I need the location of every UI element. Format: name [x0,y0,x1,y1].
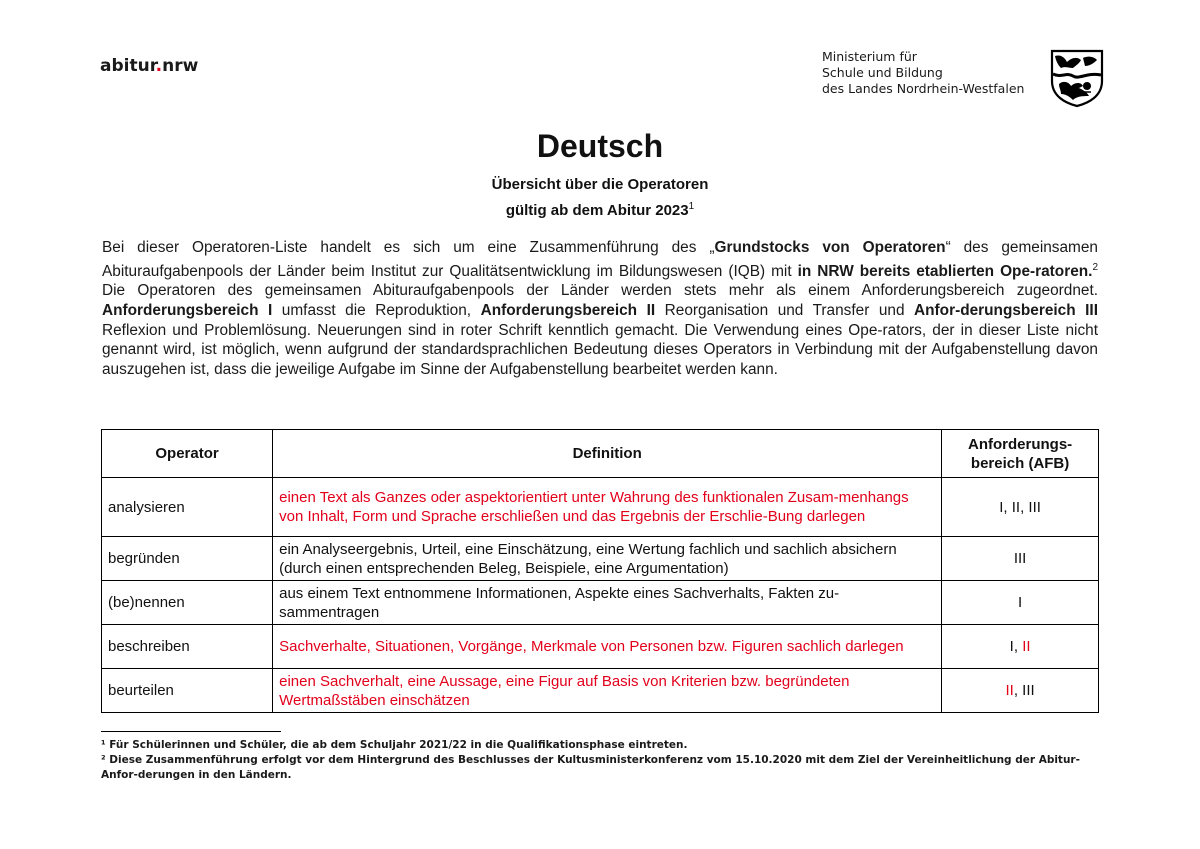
header-afb-line-2: bereich (AFB) [970,454,1070,472]
operator-cell: begründen [102,537,273,581]
footnote-ref-1: 1 [688,201,695,212]
nrw-crest-icon [1049,48,1105,108]
afb-black: I, [1009,638,1023,655]
logo-dot: . [155,56,163,76]
intro-bold-grundstock: Grundstocks von Operatoren [714,239,946,256]
definition-cell: Sachverhalte, Situationen, Vorgänge, Merkmale von Personen bzw. Figuren sachlich darlegen [273,625,942,669]
intro-bold-nrw: in NRW bereits etablierten Ope-ratoren. [797,262,1093,280]
footnotes [101,738,1099,783]
footnote-ref-2: 2 [1092,261,1098,273]
definition-cell: aus einem Text entnommene Informationen, Aspekte eines Sachverhalts, Fakten zu-sammentragen [273,581,942,625]
logo-name: abitur [100,56,156,76]
afb-black: , III [1013,682,1035,699]
intro-text-6: Reflexion und Problemlösung. Neuerungen sind in roter Schrift kenntlich gemacht. Die Verwendung eines Ope-rators, der in dieser Liste nicht genannt wird, ist möglich, wenn aufgrund der standardsprachlichen Bedeutung dieses Operators in Verbindung mit der Aufgabenstellung davon auszugehen ist, dass die jeweilige Aufgabe im Sinne der Aufgabenstellung bearbeitet werden kann. [102,321,1098,378]
validity-subtitle [0,201,1200,219]
intro-text-4: umfasst die Reproduktion, [272,301,481,319]
table-row [102,478,1099,537]
operator-cell: analysieren [102,478,273,537]
intro-text-1: Bei dieser Operatoren-Liste handelt es sich um eine Zusammenführung des „ [102,239,715,256]
table-row [102,537,1099,581]
operator-cell: beurteilen [102,669,273,713]
intro-paragraph [102,238,1098,379]
footnote-divider [101,731,281,732]
ministry-line-3: des Landes Nordrhein-Westfalen [822,81,1025,96]
afb-red: II [1022,638,1031,655]
afb-cell: III [942,537,1099,581]
intro-bold-afb2: Anforderungsbereich II [480,301,656,319]
header-afb-line-1: Anforderungs- [968,435,1073,453]
header-operator: Operator [102,430,273,478]
validity-text: gültig ab dem Abitur 2023 [505,202,689,219]
definition-cell: einen Sachverhalt, eine Aussage, eine Figur auf Basis von Kriterien bzw. begründeten Wertmaßstäben einschätzen [273,669,942,713]
footnote-1: ¹ Für Schülerinnen und Schüler, die ab dem Schuljahr 2021/22 in die Qualifikationsphase eintreten. [101,739,688,751]
footnote-2: ² Diese Zusammenführung erfolgt vor dem Hintergrund des Beschlusses der Kultusministerkonferenz vom 15.10.2020 mit dem Ziel der Vereinheitlichung der Abitur-Anfor-derungen in den Ländern. [101,754,1080,781]
afb-cell [942,669,1099,713]
table-row [102,669,1099,713]
logo-suffix: nrw [162,56,199,76]
page-title: Deutsch [536,128,664,164]
header-afb [942,430,1099,478]
table-row [102,581,1099,625]
intro-text-3: Die Operatoren des gemeinsamen Abituraufgabenpools der Länder werden stets mehr als einem Anforderungsbereich zugeordnet. [102,282,1098,300]
intro-text-2: “ des gemeinsamen Abituraufgabenpools der Länder beim Institut zur Qualitätsentwicklung im Bildungswesen (IQB) mit [102,239,1098,280]
definition-cell: einen Text als Ganzes oder aspektorientiert unter Wahrung des funktionalen Zusam-menhangs von Inhalt, Form und Sprache erschließen und das Ergebnis der Erschlie-Bung darlegen [273,478,942,537]
operators-table [101,429,1099,713]
table-header-row [102,430,1099,478]
table-row [102,625,1099,669]
afb-cell: I, II, III [942,478,1099,537]
definition-cell: ein Analyseergebnis, Urteil, eine Einschätzung, eine Wertung fachlich und sachlich absichern (durch einen entsprechenden Beleg, Beispiele, eine Argumentation) [273,537,942,581]
operator-cell: beschreiben [102,625,273,669]
intro-bold-afb3: Anfor-derungsbereich III [914,301,1098,319]
ministry-name [822,49,1024,97]
abitur-nrw-logo [100,56,198,76]
intro-bold-afb1: Anforderungsbereich I [102,301,273,319]
operator-cell: (be)nennen [102,581,273,625]
ministry-line-2: Schule und Bildung [822,65,943,80]
afb-red: II [1005,682,1014,699]
intro-text-5: Reorganisation und Transfer und [655,301,915,319]
page-subtitle: Übersicht über die Operatoren [491,176,709,193]
afb-cell: I [942,581,1099,625]
afb-cell [942,625,1099,669]
ministry-line-1: Ministerium für [822,49,917,64]
header-definition: Definition [273,430,942,478]
